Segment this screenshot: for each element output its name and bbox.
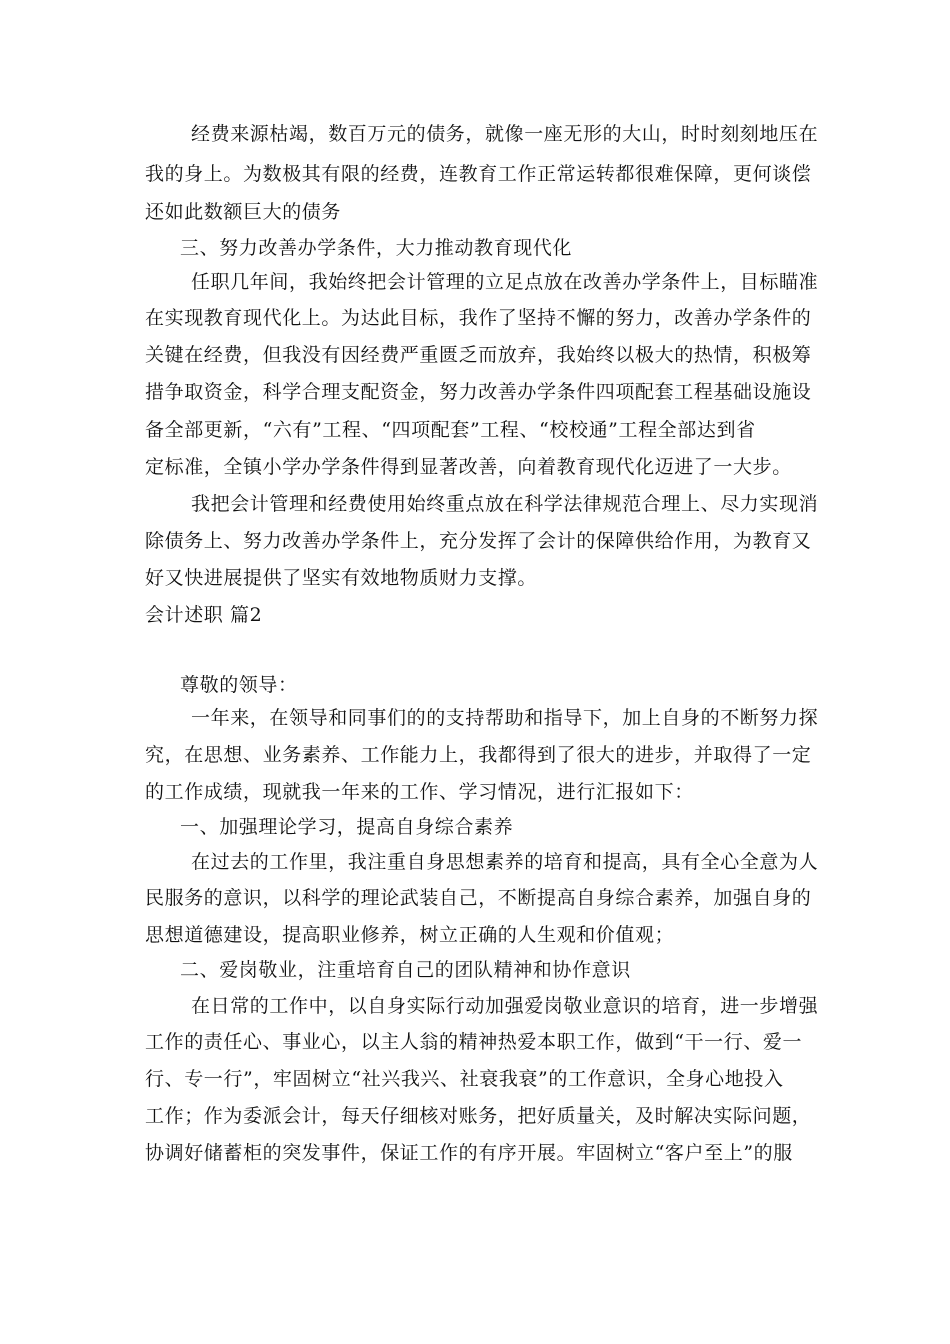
paragraph-line: 工作；作为委派会计，每天仔细核对账务，把好质量关，及时解决实际问题， [145,1105,812,1127]
greeting: 尊敬的领导： [180,674,298,696]
paragraph-line: 究，在思想、业务素养、工作能力上，我都得到了很大的进步，并取得了一定 [145,744,812,766]
paragraph-line: 备全部更新，“六有”工程、“四项配套”工程、“校校通”工程全部达到省 [145,419,756,441]
paragraph-line: 在日常的工作中，以自身实际行动加强爱岗敬业意识的培育，进一步增强 [191,995,819,1017]
section-title: 会计述职 篇2 [145,604,263,626]
paragraph-line: 的工作成绩，现就我一年来的工作、学习情况，进行汇报如下： [145,781,694,803]
paragraph-line: 定标准，全镇小学办学条件得到显著改善，向着教育现代化迈进了一大步。 [145,456,792,478]
paragraph-line: 思想道德建设，提高职业修养，树立正确的人生观和价值观； [145,924,675,946]
paragraph-line: 经费来源枯竭，数百万元的债务，就像一座无形的大山，时时刻刻地压在 [191,123,819,145]
paragraph-line: 除债务上、努力改善办学条件上，充分发挥了会计的保障供给作用，为教育又 [145,530,812,552]
paragraph-line: 关键在经费，但我没有因经费严重匮乏而放弃，我始终以极大的热情，积极筹 [145,344,812,366]
paragraph-line: 一年来，在领导和同事们的的支持帮助和指导下，加上自身的不断努力探 [191,707,819,729]
paragraph-line: 协调好储蓄柜的突发事件，保证工作的有序开展。牢固树立“客户至上”的服 [145,1142,793,1164]
paragraph-line: 任职几年间，我始终把会计管理的立足点放在改善办学条件上，目标瞄准 [191,271,819,293]
paragraph-line: 民服务的意识，以科学的理论武装自己，不断提高自身综合素养，加强自身的 [145,887,812,909]
paragraph-line: 还如此数额巨大的债务 [145,201,342,223]
paragraph-line: 好又快进展提供了坚实有效地物质财力支撑。 [145,567,538,589]
paragraph-line: 行、专一行”，牢固树立“社兴我兴、社衰我衰”的工作意识，全身心地投入 [145,1068,784,1090]
paragraph-line: 我的身上。为数极其有限的经费，连教育工作正常运转都很难保障，更何谈偿 [145,163,812,185]
paragraph-line: 我把会计管理和经费使用始终重点放在科学法律规范合理上、尽力实现消 [191,493,819,515]
paragraph-line: 工作的责任心、事业心，以主人翁的精神热爱本职工作，做到“干一行、爱一 [145,1031,803,1053]
paragraph-line: 在实现教育现代化上。为达此目标，我作了坚持不懈的努力，改善办学条件的 [145,307,812,329]
section-heading: 三、努力改善办学条件，大力推动教育现代化 [180,237,573,259]
section-heading: 一、加强理论学习，提高自身综合素养 [180,816,514,838]
section-heading: 二、爱岗敬业，注重培育自己的团队精神和协作意识 [180,959,631,981]
paragraph-line: 措争取资金，科学合理支配资金，努力改善办学条件四项配套工程基础设施设 [145,381,812,403]
paragraph-line: 在过去的工作里，我注重自身思想素养的培育和提高，具有全心全意为人 [191,851,819,873]
